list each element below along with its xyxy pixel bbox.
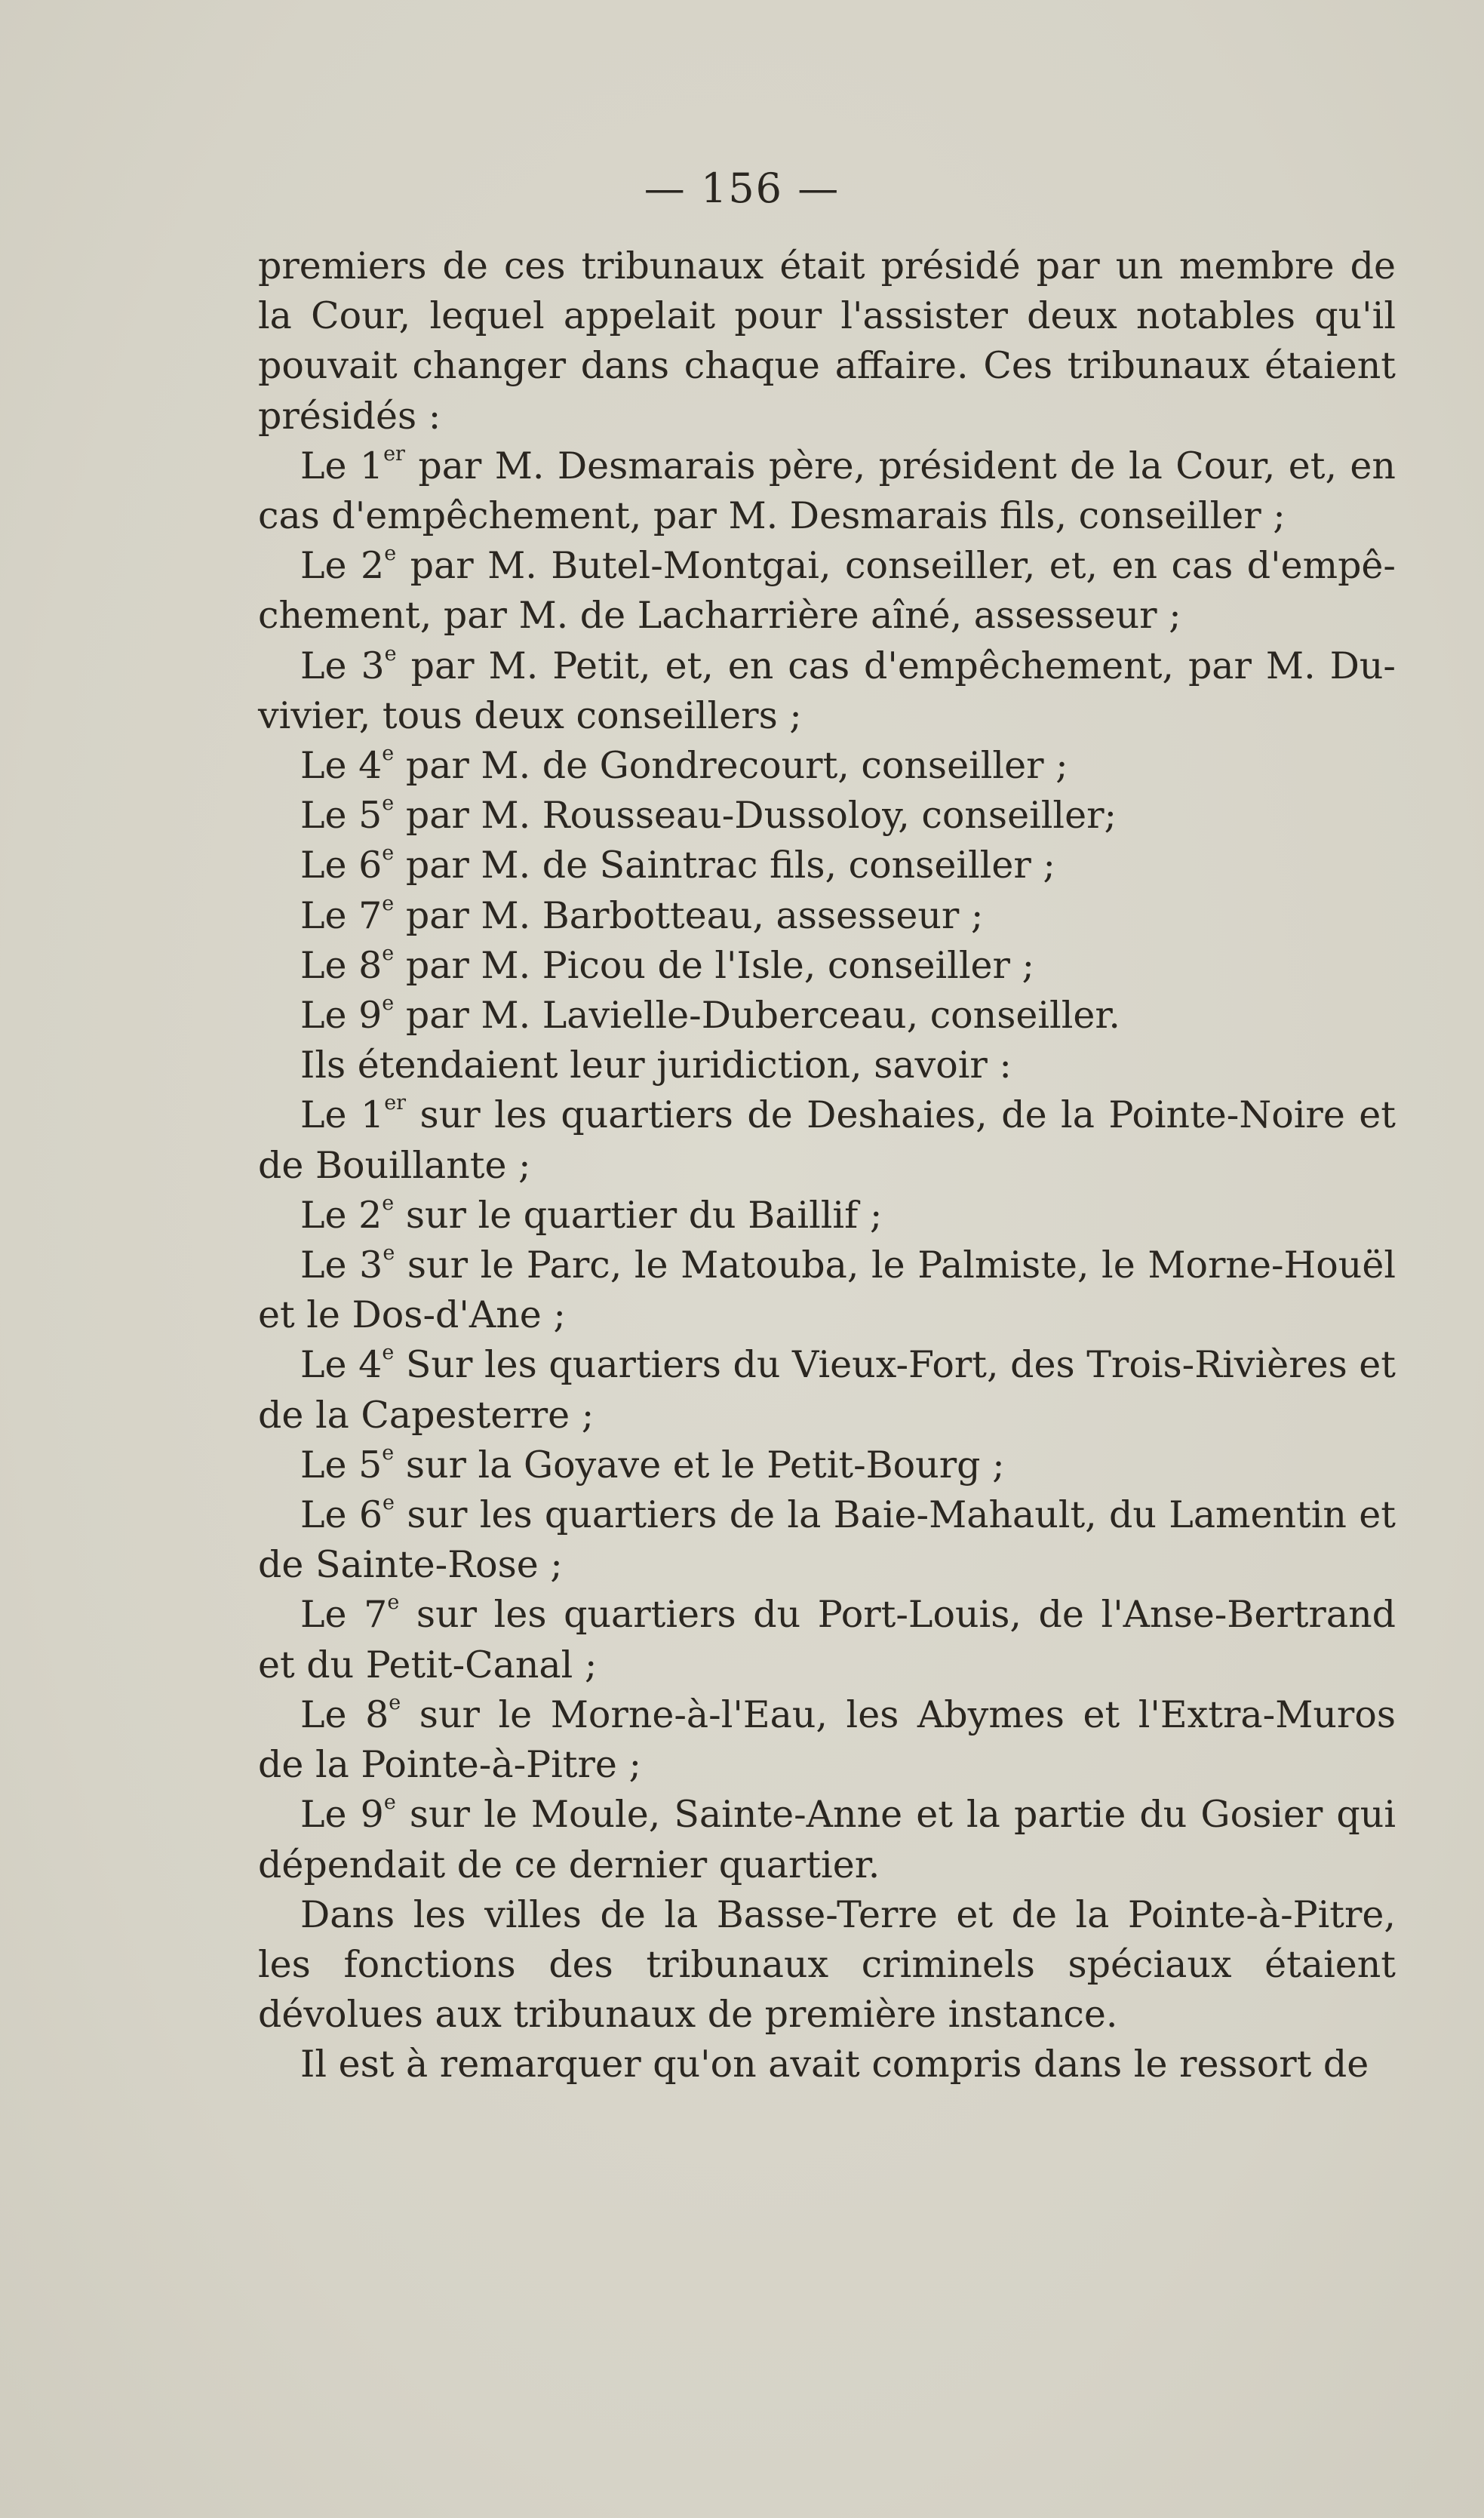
ordinal-suffix: e (384, 641, 397, 666)
paragraph-text: par M. Petit, et, en cas d'empêchement, par M. Du-vivier, tous deux conseillers ; (258, 644, 1396, 737)
paragraph-text: Ils étendaient leur juridiction, savoir : (300, 1044, 1012, 1087)
paragraph (258, 941, 1396, 991)
paragraph (258, 991, 1396, 1041)
paragraph-text: Le 2 (300, 544, 385, 588)
ordinal-suffix: e (382, 791, 395, 815)
paragraph (258, 641, 1396, 741)
paragraph-text: Le 2 (300, 1193, 383, 1237)
ordinal-suffix: e (389, 1690, 401, 1714)
paragraph-text: sur le Parc, le Matouba, le Palmiste, le Morne-Houël et le Dos-d'Ane ; (258, 1244, 1396, 1337)
ordinal-suffix: e (382, 891, 395, 915)
ordinal-suffix: e (383, 1241, 395, 1265)
paragraph (258, 1690, 1396, 1790)
paragraph-text: Le 3 (300, 644, 385, 687)
paragraph-text: sur le Morne-à-l'Eau, les Abymes et l'Extra-Muros de la Pointe-à-Pitre ; (258, 1693, 1396, 1787)
paragraph (258, 791, 1396, 841)
paragraph-text: Le 5 (300, 794, 383, 838)
paragraph-text: premiers de ces tribunaux était présidé par un membre de la Cour, lequel appelait pour l'assister deux notables qu'il pouvait changer dans chaque affaire. Ces tribunaux étaient présidés : (258, 244, 1396, 438)
paragraph-text: Le 8 (300, 943, 383, 987)
paragraph-text: sur la Goyave et le Petit-Bourg ; (394, 1443, 1005, 1487)
ordinal-suffix: er (384, 1091, 407, 1115)
ordinal-suffix: e (382, 1440, 395, 1465)
paragraph-text: sur le Moule, Sainte-Anne et la partie du Gosier qui dépendait de ce dernier quartier. (258, 1793, 1396, 1886)
paragraph-text: Le 9 (300, 1793, 384, 1837)
ordinal-suffix: e (383, 1791, 396, 1815)
paragraph-text: Le 7 (300, 1593, 388, 1637)
paragraph-text: Le 3 (300, 1244, 383, 1287)
paragraph-text: sur le quartier du Baillif ; (394, 1193, 883, 1237)
paragraph (258, 1090, 1396, 1190)
paragraph-text: par M. Barbotteau, assesseur ; (394, 893, 984, 937)
paragraph (258, 1590, 1396, 1689)
paragraph (258, 1041, 1396, 1090)
ordinal-suffix: er (383, 441, 405, 466)
paragraph-text: Dans les villes de la Basse-Terre et de la Pointe-à-Pitre, les fonctions des tribunaux criminels spéciaux étaient dévolues aux tribunaux de première instance. (258, 1892, 1396, 2037)
ordinal-suffix: e (382, 1191, 395, 1215)
paragraph (258, 741, 1396, 791)
ordinal-suffix: e (382, 741, 395, 765)
paragraph-text: sur les quartiers du Port-Louis, de l'Anse-Bertrand et du Petit-Canal ; (258, 1593, 1396, 1686)
paragraph (258, 841, 1396, 890)
ordinal-suffix: e (382, 991, 395, 1015)
paragraph-text: par M. Desmarais père, président de la Cour, et, en cas d'empêchement, par M. Desmarais fils, conseiller ; (258, 444, 1396, 538)
paragraph-text: par M. Butel-Montgai, conseiller, et, en cas d'empê-chement, par M. de Lacharrière aîné, assesseur ; (258, 544, 1396, 638)
ordinal-suffix: e (382, 841, 395, 865)
paragraph-text: Le 8 (300, 1693, 389, 1736)
paragraph-text: sur les quartiers de la Baie-Mahault, du Lamentin et de Sainte-Rose ; (258, 1493, 1396, 1587)
paragraph-text: Le 7 (300, 893, 383, 937)
paragraph-text: Le 6 (300, 844, 383, 887)
paragraph-text: par M. Picou de l'Isle, conseiller ; (394, 943, 1035, 987)
paragraph-text: par M. de Saintrac fils, conseiller ; (394, 844, 1055, 887)
body-text (258, 241, 1396, 2090)
paragraph-text: par M. de Gondrecourt, conseiller ; (394, 744, 1068, 788)
paragraph (258, 541, 1396, 641)
paragraph-text: Le 1 (300, 1093, 385, 1137)
ordinal-suffix: e (382, 1341, 395, 1365)
ordinal-suffix: e (384, 541, 397, 565)
paragraph (258, 1340, 1396, 1440)
ordinal-suffix: e (382, 941, 395, 965)
paragraph-text: par M. Lavielle-Duberceau, conseiller. (394, 994, 1120, 1038)
paragraph-text: Le 4 (300, 1343, 383, 1387)
paragraph-text: Le 5 (300, 1443, 383, 1487)
paragraph (258, 241, 1396, 441)
paragraph (258, 1490, 1396, 1590)
paragraph (258, 1890, 1396, 2040)
paragraph (258, 441, 1396, 541)
paragraph-text: sur les quartiers de Deshaies, de la Pointe-Noire et de Bouillante ; (258, 1093, 1396, 1187)
paragraph-text: Il est à remarquer qu'on avait compris dans le ressort de (300, 2043, 1369, 2086)
paragraph (258, 1440, 1396, 1490)
paragraph-text: Le 1 (300, 444, 384, 487)
paragraph-text: Le 6 (300, 1493, 383, 1537)
page-number: — 156 — (644, 164, 840, 212)
ordinal-suffix: e (383, 1490, 395, 1514)
ordinal-suffix: e (387, 1591, 400, 1615)
paragraph (258, 1241, 1396, 1340)
paragraph (258, 1790, 1396, 1889)
paragraph-text: Sur les quartiers du Vieux-Fort, des Trois-Rivières et de la Capesterre ; (258, 1343, 1396, 1437)
paragraph (258, 1191, 1396, 1241)
paragraph-text: par M. Rousseau-Dussoloy, conseiller; (394, 794, 1117, 838)
paragraph-text: Le 4 (300, 744, 383, 788)
paragraph (258, 2040, 1396, 2089)
paragraph (258, 891, 1396, 941)
paragraph-text: Le 9 (300, 994, 383, 1038)
